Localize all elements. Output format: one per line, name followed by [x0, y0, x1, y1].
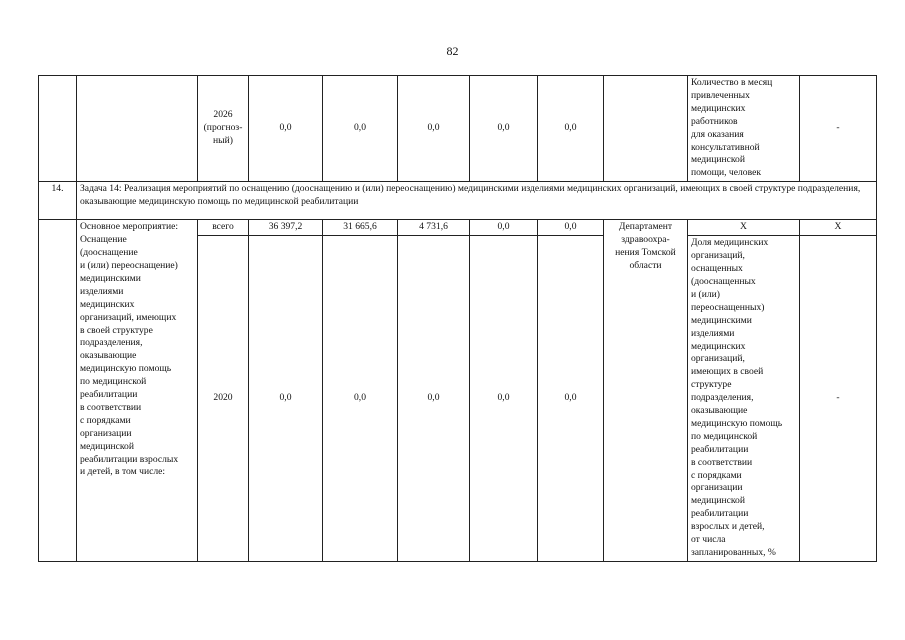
value-cell: 31 665,6 [323, 220, 398, 236]
indicator-cell: Х [688, 220, 800, 236]
page-number: 82 [446, 44, 459, 58]
value-cell: 36 397,2 [249, 220, 323, 236]
target-cell: - [800, 76, 877, 182]
event-name: Основное мероприятие: Оснащение (дооснащение и (или) переоснащение) медицинскими изделиями медицинских организаций, имеющих в своей структуре подразделения, оказывающие медицинскую помощь по медицинской реабилитации в соответствии с порядками организации медицинской реабилитации взрослых и детей, в том числе: [77, 220, 198, 562]
target-cell: Х [800, 220, 877, 236]
task-row [39, 182, 877, 220]
year-cell: 2026 (прогноз- ный) [198, 76, 249, 182]
table-row-2026 [39, 76, 877, 182]
value-cell: 0,0 [323, 236, 398, 562]
event-cell [77, 76, 198, 182]
value-cell: 0,0 [538, 220, 604, 236]
value-cell: 0,0 [538, 236, 604, 562]
value-cell: 0,0 [538, 76, 604, 182]
year-cell: всего [198, 220, 249, 236]
value-cell: 0,0 [398, 76, 470, 182]
executor-cell [604, 76, 688, 182]
value-cell: 0,0 [470, 220, 538, 236]
executor-name: Департамент здравоохра- нения Томской области [604, 220, 688, 562]
task-number: 14. [39, 182, 77, 220]
indicator-cell: Количество в месяц привлеченных медицинских работников для оказания консультативной медицинской помощи, человек [688, 76, 800, 182]
value-cell: 0,0 [470, 236, 538, 562]
table-row-total [39, 220, 877, 236]
number-cell [39, 76, 77, 182]
target-cell: - [800, 236, 877, 562]
value-cell: 0,0 [398, 236, 470, 562]
value-cell: 4 731,6 [398, 220, 470, 236]
year-cell: 2020 [198, 236, 249, 562]
task-text: Задача 14: Реализация мероприятий по оснащению (дооснащению и (или) переоснащению) медицинскими изделиями медицинских организаций, имеющих в своей структуре подразделения, оказывающие медицинскую помощь по медицинской реабилитации [77, 182, 877, 220]
indicator-cell: Доля медицинских организаций, оснащенных (дооснащенных и (или) переоснащенных) медицинскими изделиями медицинских организаций, имеющих в своей структуре подразделения, оказывающие медицинскую помощь по медицинской реабилитации в соответствии с порядками организации медицинской реабилитации взрослых и детей, от числа запланированных, % [688, 236, 800, 562]
value-cell: 0,0 [249, 236, 323, 562]
program-table [38, 75, 877, 562]
value-cell: 0,0 [249, 76, 323, 182]
number-cell [39, 220, 77, 562]
value-cell: 0,0 [470, 76, 538, 182]
value-cell: 0,0 [323, 76, 398, 182]
